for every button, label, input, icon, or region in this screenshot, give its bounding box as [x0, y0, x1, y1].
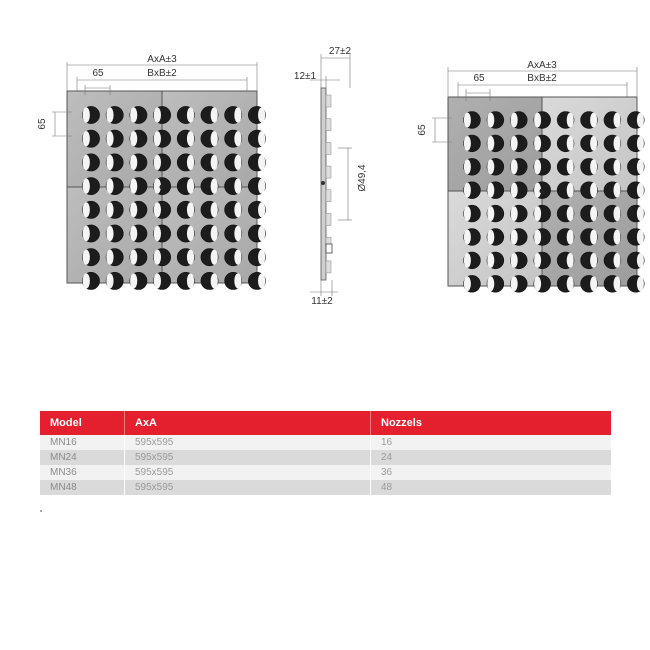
- nozzle-profile: [326, 166, 331, 178]
- nozzle-highlight: [106, 131, 113, 146]
- nozzle-highlight: [511, 230, 518, 245]
- nozzle-highlight: [567, 113, 574, 128]
- dim-nozzle-diameter: Ø49,4: [357, 164, 368, 192]
- nozzle-highlight: [211, 107, 218, 122]
- nozzle-highlight: [83, 250, 90, 265]
- nozzle-highlight: [613, 230, 620, 245]
- table-footnote-mark: [40, 510, 42, 512]
- cell-nozzels: 36: [371, 465, 612, 480]
- cell-nozzels: 48: [371, 480, 612, 495]
- nozzle-highlight: [187, 226, 194, 241]
- nozzle-highlight: [464, 206, 471, 221]
- nozzle-highlight: [637, 183, 644, 198]
- cell-nozzels: 24: [371, 450, 612, 465]
- nozzle-highlight: [130, 273, 137, 288]
- nozzle-highlight: [83, 131, 90, 146]
- nozzle-highlight: [258, 107, 265, 122]
- nozzle-highlight: [637, 230, 644, 245]
- header-axa: AxA: [125, 411, 371, 435]
- nozzle-highlight: [187, 107, 194, 122]
- nozzle-highlight: [613, 113, 620, 128]
- dim-overall-left: AxA±3: [147, 54, 177, 65]
- nozzle-highlight: [211, 202, 218, 217]
- nozzle-highlight: [83, 202, 90, 217]
- dim-pitch-v-right: 65: [417, 124, 428, 136]
- table-row: [40, 435, 611, 450]
- nozzle-highlight: [106, 107, 113, 122]
- nozzle-highlight: [511, 276, 518, 291]
- nozzle-highlight: [567, 276, 574, 291]
- nozzle-highlight: [106, 155, 113, 170]
- nozzle-highlight: [130, 226, 137, 241]
- cell-model: MN36: [40, 465, 125, 480]
- nozzle-highlight: [567, 183, 574, 198]
- nozzle-highlight: [487, 206, 494, 221]
- dim-inner-left: BxB±2: [147, 68, 177, 79]
- nozzle-highlight: [567, 136, 574, 151]
- cell-model: MN16: [40, 435, 125, 450]
- nozzle-highlight: [211, 131, 218, 146]
- nozzle-profile: [326, 190, 331, 202]
- nozzle-highlight: [464, 113, 471, 128]
- nozzle-profile-highlight: [326, 244, 332, 253]
- nozzle-highlight: [534, 113, 541, 128]
- nozzle-highlight: [234, 273, 241, 288]
- nozzle-highlight: [590, 183, 597, 198]
- nozzle-highlight: [534, 136, 541, 151]
- dim-overall-right: AxA±3: [527, 60, 557, 71]
- nozzle-highlight: [211, 226, 218, 241]
- nozzle-highlight: [637, 159, 644, 174]
- nozzle-highlight: [211, 273, 218, 288]
- nozzle-highlight: [590, 113, 597, 128]
- nozzle-highlight: [590, 159, 597, 174]
- nozzle-highlight: [613, 206, 620, 221]
- nozzle-highlight: [464, 136, 471, 151]
- dim-pitch-h-right: 65: [473, 73, 485, 84]
- nozzle-highlight: [613, 183, 620, 198]
- nozzle-highlight: [511, 136, 518, 151]
- nozzle-highlight: [154, 107, 161, 122]
- table-row: [40, 480, 611, 495]
- cell-model: MN24: [40, 450, 125, 465]
- nozzle-highlight: [511, 253, 518, 268]
- nozzle-highlight: [487, 159, 494, 174]
- nozzle-highlight: [534, 159, 541, 174]
- nozzle-highlight: [487, 183, 494, 198]
- nozzle-highlight: [154, 131, 161, 146]
- nozzle-highlight: [464, 276, 471, 291]
- cell-model: MN48: [40, 480, 125, 495]
- nozzle-highlight: [258, 202, 265, 217]
- nozzle-highlight: [83, 179, 90, 194]
- nozzle-highlight: [613, 276, 620, 291]
- nozzle-highlight: [487, 253, 494, 268]
- nozzle-highlight: [258, 131, 265, 146]
- nozzle-highlight: [464, 230, 471, 245]
- cell-axa: 595x595: [125, 480, 371, 495]
- nozzle-highlight: [154, 155, 161, 170]
- nozzle-profile: [326, 119, 331, 131]
- nozzle-highlight: [567, 159, 574, 174]
- nozzle-highlight: [258, 155, 265, 170]
- nozzle-highlight: [487, 136, 494, 151]
- nozzle-highlight: [534, 230, 541, 245]
- nozzle-highlight: [613, 159, 620, 174]
- nozzle-highlight: [130, 250, 137, 265]
- nozzle-highlight: [154, 226, 161, 241]
- cell-axa: 595x595: [125, 450, 371, 465]
- front-view-right: [448, 97, 644, 292]
- nozzle-highlight: [130, 155, 137, 170]
- nozzle-highlight: [154, 202, 161, 217]
- nozzle-highlight: [154, 273, 161, 288]
- nozzle-highlight: [106, 273, 113, 288]
- nozzle-highlight: [487, 276, 494, 291]
- nozzle-profiles: [326, 95, 332, 273]
- nozzle-highlight: [234, 250, 241, 265]
- model-spec-table: [40, 411, 611, 495]
- nozzle-highlight: [590, 206, 597, 221]
- nozzle-highlight: [637, 113, 644, 128]
- table-header-row: [40, 411, 611, 435]
- dim-inner-right: BxB±2: [527, 73, 557, 84]
- nozzle-highlight: [487, 113, 494, 128]
- nozzle-highlight: [464, 159, 471, 174]
- center-point: [160, 185, 165, 190]
- dim-pitch-h-left: 65: [92, 68, 104, 79]
- nozzle-profile: [326, 142, 331, 154]
- nozzle-highlight: [234, 202, 241, 217]
- dim-thickness-top: 27±2: [328, 46, 352, 57]
- nozzle-highlight: [637, 206, 644, 221]
- nozzle-highlight: [534, 206, 541, 221]
- nozzle-highlight: [487, 230, 494, 245]
- nozzle-highlight: [154, 250, 161, 265]
- nozzle-highlight: [590, 253, 597, 268]
- nozzle-highlight: [187, 155, 194, 170]
- nozzle-highlight: [590, 230, 597, 245]
- dim-offset-top: 12±1: [293, 71, 317, 82]
- nozzle-highlight: [637, 276, 644, 291]
- center-point-right: [540, 189, 545, 194]
- nozzle-highlight: [567, 230, 574, 245]
- nozzle-highlight: [258, 226, 265, 241]
- front-view-left: [67, 91, 266, 290]
- cell-axa: 595x595: [125, 465, 371, 480]
- nozzle-highlight: [590, 136, 597, 151]
- nozzle-highlight: [511, 113, 518, 128]
- nozzle-highlight: [511, 206, 518, 221]
- dim-pitch-v-left: 65: [37, 118, 48, 130]
- nozzle-highlight: [211, 155, 218, 170]
- nozzle-highlight: [130, 131, 137, 146]
- header-nozzels: Nozzels: [371, 411, 612, 435]
- nozzle-highlight: [106, 226, 113, 241]
- nozzle-profile: [326, 214, 331, 226]
- cell-axa: 595x595: [125, 435, 371, 450]
- nozzle-highlight: [534, 276, 541, 291]
- nozzle-highlight: [567, 253, 574, 268]
- nozzle-highlight: [613, 253, 620, 268]
- nozzle-profile: [326, 95, 331, 107]
- table-row: [40, 465, 611, 480]
- nozzle-highlight: [258, 273, 265, 288]
- nozzle-highlight: [187, 273, 194, 288]
- nozzle-highlight: [258, 250, 265, 265]
- nozzle-highlight: [590, 276, 597, 291]
- nozzle-highlight: [258, 179, 265, 194]
- nozzle-highlight: [130, 107, 137, 122]
- header-model: Model: [40, 411, 125, 435]
- nozzle-highlight: [567, 206, 574, 221]
- nozzle-highlight: [130, 179, 137, 194]
- nozzle-highlight: [234, 155, 241, 170]
- dim-thickness-bottom: 11±2: [311, 296, 333, 307]
- nozzle-highlight: [187, 131, 194, 146]
- table-row: [40, 450, 611, 465]
- nozzle-highlight: [234, 179, 241, 194]
- nozzle-highlight: [130, 202, 137, 217]
- nozzle-highlight: [234, 131, 241, 146]
- cell-nozzels: 16: [371, 435, 612, 450]
- nozzle-highlight: [106, 202, 113, 217]
- nozzle-highlight: [534, 253, 541, 268]
- nozzle-highlight: [464, 183, 471, 198]
- side-center-point: [321, 181, 325, 185]
- nozzle-highlight: [637, 253, 644, 268]
- nozzle-highlight: [234, 226, 241, 241]
- nozzle-highlight: [211, 179, 218, 194]
- technical-drawing: [0, 0, 650, 320]
- nozzle-highlight: [234, 107, 241, 122]
- nozzle-highlight: [83, 107, 90, 122]
- nozzle-highlight: [83, 155, 90, 170]
- side-view: [294, 46, 368, 307]
- nozzle-highlight: [187, 179, 194, 194]
- nozzle-highlight: [187, 250, 194, 265]
- nozzle-highlight: [464, 253, 471, 268]
- nozzle-highlight: [613, 136, 620, 151]
- nozzle-highlight: [83, 226, 90, 241]
- nozzle-highlight: [211, 250, 218, 265]
- nozzle-highlight: [511, 183, 518, 198]
- nozzle-highlight: [106, 250, 113, 265]
- nozzle-profile: [326, 261, 331, 273]
- nozzle-highlight: [187, 202, 194, 217]
- nozzle-highlight: [106, 179, 113, 194]
- nozzle-highlight: [511, 159, 518, 174]
- nozzle-highlight: [83, 273, 90, 288]
- nozzle-highlight: [637, 136, 644, 151]
